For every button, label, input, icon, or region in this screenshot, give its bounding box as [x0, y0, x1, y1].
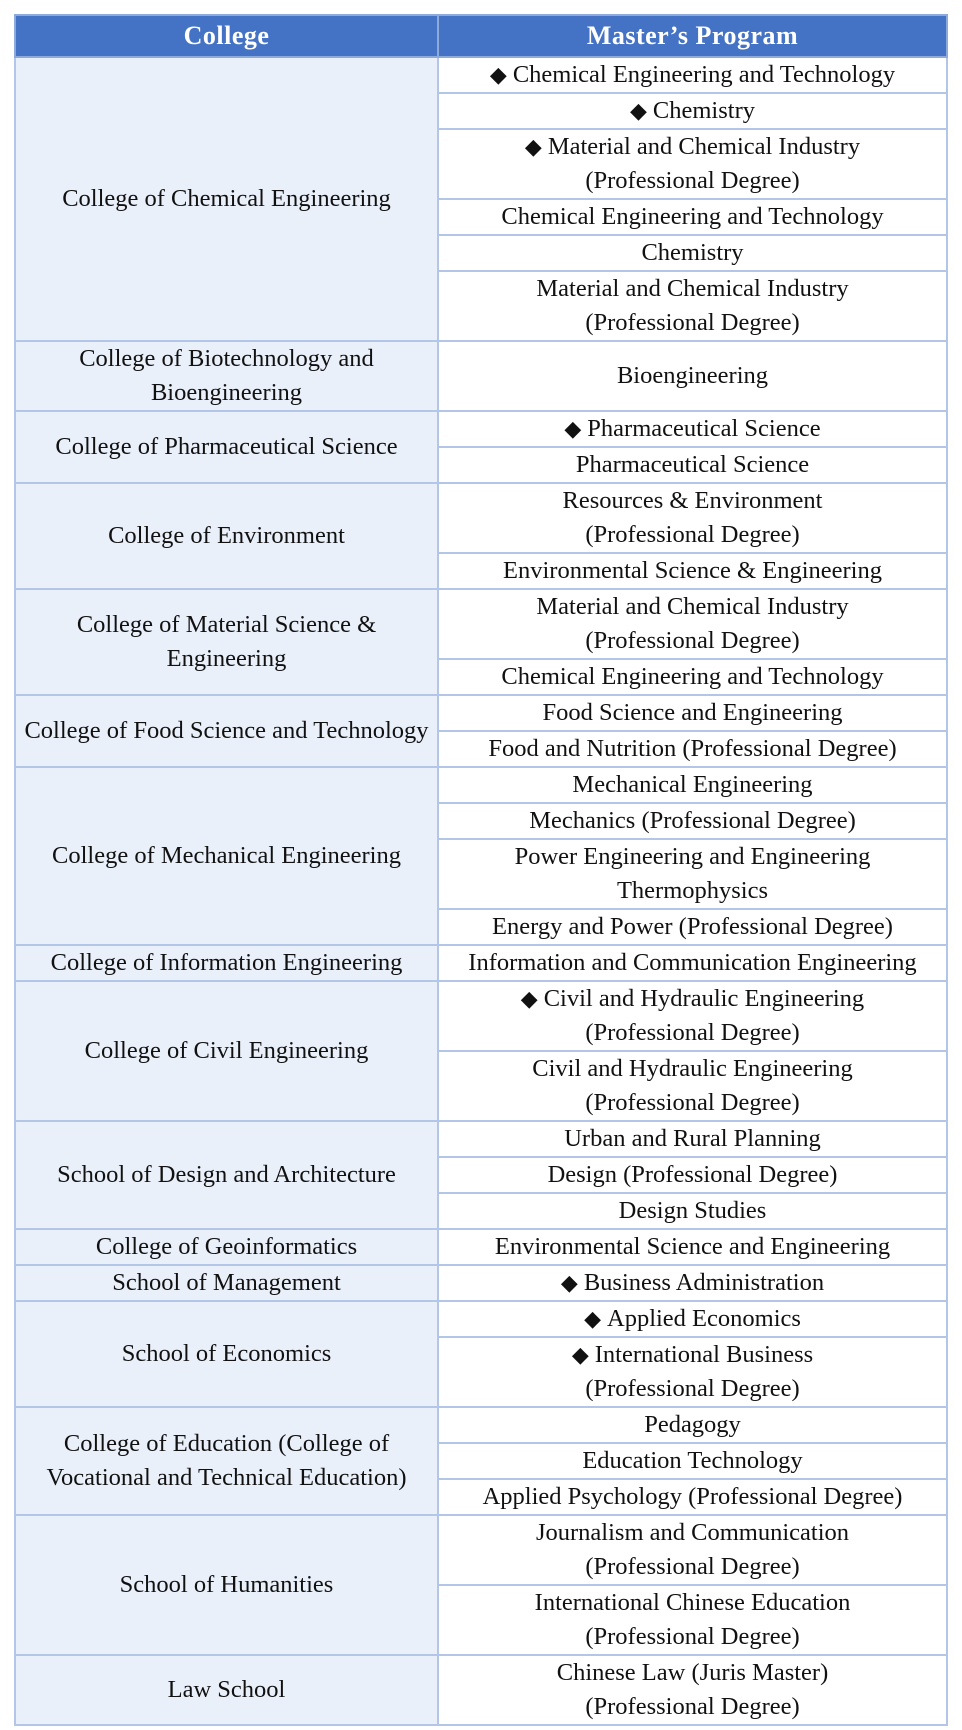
table-row — [15, 411, 947, 447]
program-cell — [438, 1479, 947, 1515]
table-row — [15, 589, 947, 659]
program-name: Mechanics (Professional Degree) — [529, 807, 856, 834]
table-row — [15, 483, 947, 553]
program-name: (Professional Degree) — [585, 1553, 800, 1580]
diamond-marker-icon: ◆ — [560, 1270, 578, 1295]
table-row — [15, 981, 947, 1051]
program-name: Information and Communication Engineering — [468, 949, 917, 976]
program-line — [445, 1266, 940, 1300]
college-cell: College of Food Science and Technology — [15, 695, 438, 767]
program-cell — [438, 341, 947, 411]
program-name: (Professional Degree) — [585, 1693, 800, 1720]
program-cell — [438, 93, 947, 129]
programs-table — [14, 14, 948, 1726]
program-line — [445, 359, 940, 393]
program-line — [445, 910, 940, 944]
program-line — [445, 1444, 940, 1478]
program-name: (Professional Degree) — [585, 309, 800, 336]
program-name: International Chinese Education — [534, 1589, 851, 1616]
program-name: Pharmaceutical Science — [575, 451, 810, 478]
program-cell — [438, 1301, 947, 1337]
diamond-marker-icon: ◆ — [629, 98, 647, 123]
program-name: Mechanical Engineering — [572, 771, 813, 798]
program-cell — [438, 129, 947, 199]
program-name: Power Engineering and Engineering — [514, 843, 871, 870]
program-name: (Professional Degree) — [585, 1375, 800, 1402]
college-cell: College of Information Engineering — [15, 945, 438, 981]
program-line — [445, 1052, 940, 1086]
program-name: Chemical Engineering and Technology — [501, 663, 884, 690]
table-wrapper — [14, 14, 946, 1726]
program-line — [445, 236, 940, 270]
program-name: Journalism and Communication — [535, 1519, 850, 1546]
program-name: Applied Psychology (Professional Degree) — [482, 1483, 903, 1510]
program-cell — [438, 1193, 947, 1229]
program-line — [445, 164, 940, 198]
program-name: (Professional Degree) — [585, 521, 800, 548]
program-name: Business Administration — [583, 1269, 825, 1296]
program-line — [445, 732, 940, 766]
header-program: Master’s Program — [438, 15, 947, 57]
program-line — [445, 1194, 940, 1228]
program-name: Bioengineering — [616, 362, 769, 389]
program-line — [445, 1230, 940, 1264]
program-line — [445, 412, 940, 446]
program-name: Civil and Hydraulic Engineering — [532, 1055, 853, 1082]
program-line — [445, 1586, 940, 1620]
program-line — [445, 804, 940, 838]
program-line — [445, 1086, 940, 1120]
program-line — [445, 272, 940, 306]
header-college: College — [15, 15, 438, 57]
program-name: Thermophysics — [616, 877, 769, 904]
college-cell: College of Environment — [15, 483, 438, 589]
program-line — [445, 1656, 940, 1690]
program-cell — [438, 447, 947, 483]
program-cell — [438, 589, 947, 659]
program-cell — [438, 695, 947, 731]
college-cell: College of Chemical Engineering — [15, 57, 438, 341]
program-name: Applied Economics — [607, 1305, 801, 1332]
program-cell — [438, 1655, 947, 1725]
program-name: Design Studies — [618, 1197, 767, 1224]
program-name: International Business — [594, 1341, 814, 1368]
program-cell — [438, 1585, 947, 1655]
college-cell: School of Economics — [15, 1301, 438, 1407]
program-cell — [438, 803, 947, 839]
program-name: Pedagogy — [644, 1411, 741, 1438]
college-cell: College of Material Science & Engineering — [15, 589, 438, 695]
diamond-marker-icon: ◆ — [564, 416, 582, 441]
program-name: (Professional Degree) — [585, 1089, 800, 1116]
program-name: Chemical Engineering and Technology — [501, 203, 884, 230]
program-line — [445, 200, 940, 234]
college-cell: School of Humanities — [15, 1515, 438, 1655]
program-line — [445, 58, 940, 92]
program-cell — [438, 1265, 947, 1301]
program-line — [445, 1408, 940, 1442]
program-line — [445, 518, 940, 552]
college-cell: School of Management — [15, 1265, 438, 1301]
table-row — [15, 341, 947, 411]
program-line — [445, 448, 940, 482]
program-cell — [438, 483, 947, 553]
program-line — [445, 874, 940, 908]
program-line — [445, 1620, 940, 1654]
program-name: Material and Chemical Industry — [536, 593, 849, 620]
program-line — [445, 1690, 940, 1724]
program-name: Chemical Engineering and Technology — [512, 61, 896, 88]
program-name: Pharmaceutical Science — [587, 415, 821, 442]
program-cell — [438, 981, 947, 1051]
program-cell — [438, 1515, 947, 1585]
program-cell — [438, 271, 947, 341]
program-name: Energy and Power (Professional Degree) — [492, 913, 893, 940]
program-line — [445, 1016, 940, 1050]
table-row — [15, 945, 947, 981]
program-line — [445, 1122, 940, 1156]
table-row — [15, 1121, 947, 1157]
table-row — [15, 1407, 947, 1443]
program-line — [445, 1158, 940, 1192]
program-name: Resources & Environment — [562, 487, 823, 514]
diamond-marker-icon: ◆ — [584, 1306, 601, 1331]
college-cell: College of Geoinformatics — [15, 1229, 438, 1265]
program-cell — [438, 945, 947, 981]
diamond-marker-icon: ◆ — [524, 134, 542, 159]
table-row — [15, 1515, 947, 1585]
college-cell: College of Mechanical Engineering — [15, 767, 438, 945]
program-line — [445, 946, 940, 980]
diamond-marker-icon: ◆ — [571, 1342, 589, 1367]
diamond-marker-icon: ◆ — [489, 62, 507, 87]
program-line — [445, 1372, 940, 1406]
program-cell — [438, 731, 947, 767]
program-name: Chemistry — [641, 239, 744, 266]
program-name: Education Technology — [582, 1447, 803, 1474]
college-cell: College of Pharmaceutical Science — [15, 411, 438, 483]
program-cell — [438, 659, 947, 695]
program-name: Urban and Rural Planning — [564, 1125, 821, 1152]
program-name: Chinese Law (Juris Master) — [556, 1659, 829, 1686]
program-cell — [438, 909, 947, 945]
program-cell — [438, 1157, 947, 1193]
program-line — [445, 554, 940, 588]
diamond-marker-icon: ◆ — [520, 986, 538, 1011]
college-cell: College of Civil Engineering — [15, 981, 438, 1121]
program-line — [445, 590, 940, 624]
table-header — [15, 15, 947, 57]
program-cell — [438, 199, 947, 235]
program-name: Material and Chemical Industry — [547, 133, 861, 160]
program-line — [445, 306, 940, 340]
program-cell — [438, 411, 947, 447]
program-name: Material and Chemical Industry — [536, 275, 849, 302]
program-name: Chemistry — [652, 97, 755, 124]
program-cell — [438, 235, 947, 271]
program-cell — [438, 1337, 947, 1407]
table-body — [15, 57, 947, 1725]
program-cell — [438, 1443, 947, 1479]
program-name: Food Science and Engineering — [542, 699, 843, 726]
program-name: Environmental Science & Engineering — [503, 557, 882, 584]
program-line — [445, 484, 940, 518]
table-row — [15, 1655, 947, 1725]
program-name: (Professional Degree) — [585, 1623, 800, 1650]
program-line — [445, 1480, 940, 1514]
program-name: (Professional Degree) — [585, 627, 800, 654]
table-row — [15, 767, 947, 803]
program-line — [445, 1302, 940, 1336]
college-cell: College of Biotechnology and Bioengineering — [15, 341, 438, 411]
program-cell — [438, 1229, 947, 1265]
college-cell: School of Design and Architecture — [15, 1121, 438, 1229]
program-line — [445, 1338, 940, 1372]
program-cell — [438, 1121, 947, 1157]
program-line — [445, 660, 940, 694]
program-cell — [438, 767, 947, 803]
program-cell — [438, 553, 947, 589]
program-name: (Professional Degree) — [585, 1019, 800, 1046]
program-line — [445, 982, 940, 1016]
table-row — [15, 1229, 947, 1265]
header-row — [15, 15, 947, 57]
program-line — [445, 94, 940, 128]
program-name: Food and Nutrition (Professional Degree) — [488, 735, 897, 762]
program-cell — [438, 1051, 947, 1121]
table-row — [15, 1301, 947, 1337]
program-line — [445, 130, 940, 164]
program-line — [445, 1550, 940, 1584]
program-name: (Professional Degree) — [585, 167, 800, 194]
program-line — [445, 1516, 940, 1550]
program-name: Design (Professional Degree) — [547, 1161, 838, 1188]
program-line — [445, 624, 940, 658]
table-row — [15, 695, 947, 731]
program-cell — [438, 57, 947, 93]
program-line — [445, 768, 940, 802]
program-name: Environmental Science and Engineering — [494, 1233, 891, 1260]
college-cell: College of Education (College of Vocational and Technical Education) — [15, 1407, 438, 1515]
table-row — [15, 1265, 947, 1301]
program-name: Civil and Hydraulic Engineering — [543, 985, 865, 1012]
program-cell — [438, 839, 947, 909]
program-line — [445, 840, 940, 874]
program-cell — [438, 1407, 947, 1443]
program-line — [445, 696, 940, 730]
table-row — [15, 57, 947, 93]
college-cell: Law School — [15, 1655, 438, 1725]
